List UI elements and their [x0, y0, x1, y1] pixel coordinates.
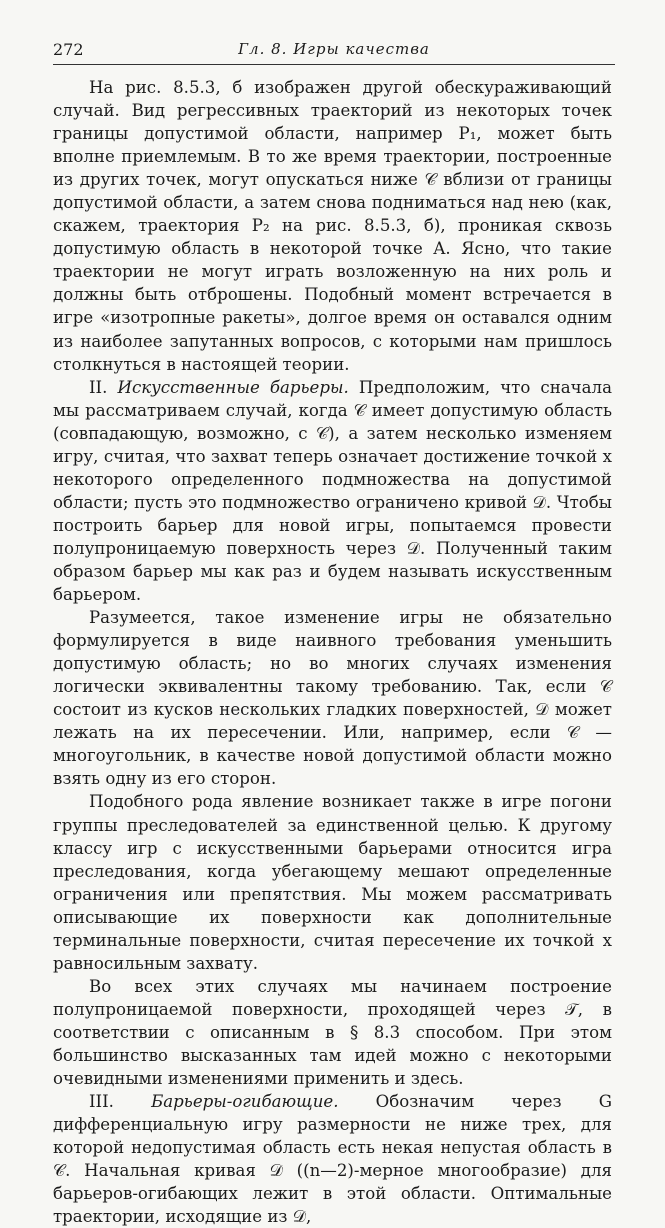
chapter-title: Гл. 8. Игры качества — [238, 40, 430, 58]
paragraph-text: Обозначим через G дифференциальную игру размерности не ниже трех, для которой недопустимая область есть некая непустая область в 𝒞. Начальная кривая 𝒟 ((n—2)-мерное многообразие) для барьеров-огибающих лежит в этой области. Оптимальные траектории, исходящие из 𝒟, — [53, 1092, 612, 1227]
body-text — [53, 76, 612, 1228]
paragraph-text: Во всех этих случаях мы начинаем построение полупроницаемой поверхности, проходящей через 𝒯, в соответствии с описанным в § 8.3 способом. При этом большинство высказанных там идей можно с некоторыми очевидными изменениями применить и здесь. — [53, 976, 612, 1089]
paragraph-2 — [53, 376, 612, 606]
paragraph-5 — [53, 975, 612, 1090]
section-number: II. — [89, 377, 108, 397]
paragraph-text: Подобного рода явление возникает также в игре погони группы преследователей за единственной целью. К другому классу игр с искусственными барьерами относится игра преследования, когда убегающему мешают определенные ограничения или препятствия. Мы можем рассматривать описывающие их поверхности как дополнительные терминальные поверхности, считая пересечение их точкой x равносильным захвату. — [53, 792, 612, 973]
paragraph-text: На рис. 8.5.3, б изображен другой обескураживающий случай. Вид регрессивных траекторий из некоторых точек границы допустимой области, например P₁, может быть вполне приемлемым. В то же время траектории, построенные из других точек, могут опускаться ниже 𝒞 вблизи от границы допустимой области, а затем снова подниматься над нею (как, скажем, траектория P₂ на рис. 8.5.3, б), проникая сквозь допустимую область в некоторой точке A. Ясно, что такие траектории не могут играть возложенную на них роль и должны быть отброшены. Подобный момент встречается в игре «изотропные ракеты», долгое время он оставался одним из наиболее запутанных вопросов, с которыми нам пришлось столкнуться в настоящей теории. — [53, 78, 612, 374]
paragraph-text: Предположим, что сначала мы рассматриваем случай, когда 𝒞 имеет допустимую область (совпадающую, возможно, с 𝒞), а затем несколько изменяем игру, считая, что захват теперь означает достижение точкой x некоторого определенного подмножества на допустимой области; пусть это подмножество ограничено кривой 𝒟. Чтобы построить барьер для новой игры, попытаемся провести полупроницаемую поверхность через 𝒟. Полученный таким образом барьер мы как раз и будем называть искусственным барьером. — [53, 377, 612, 605]
running-head — [53, 40, 615, 65]
section-number: III. — [89, 1092, 114, 1112]
paragraph-1 — [53, 76, 612, 376]
page-number: 272 — [53, 40, 84, 59]
paragraph-3 — [53, 606, 612, 790]
paragraph-text: Разумеется, такое изменение игры не обязательно формулируется в виде наивного требования уменьшить допустимую область; но во многих случаях изменения логически эквивалентны такому требованию. Так, если 𝒞 состоит из кусков нескольких гладких поверхностей, 𝒟 может лежать на их пересечении. Или, например, если 𝒞 — многоугольник, в качестве новой допустимой области можно взять одну из его сторон. — [53, 608, 612, 789]
paragraph-4 — [53, 790, 612, 974]
paragraph-6 — [53, 1090, 612, 1228]
section-heading: Барьеры-огибающие. — [151, 1092, 339, 1112]
section-heading: Искусственные барьеры. — [117, 377, 349, 397]
